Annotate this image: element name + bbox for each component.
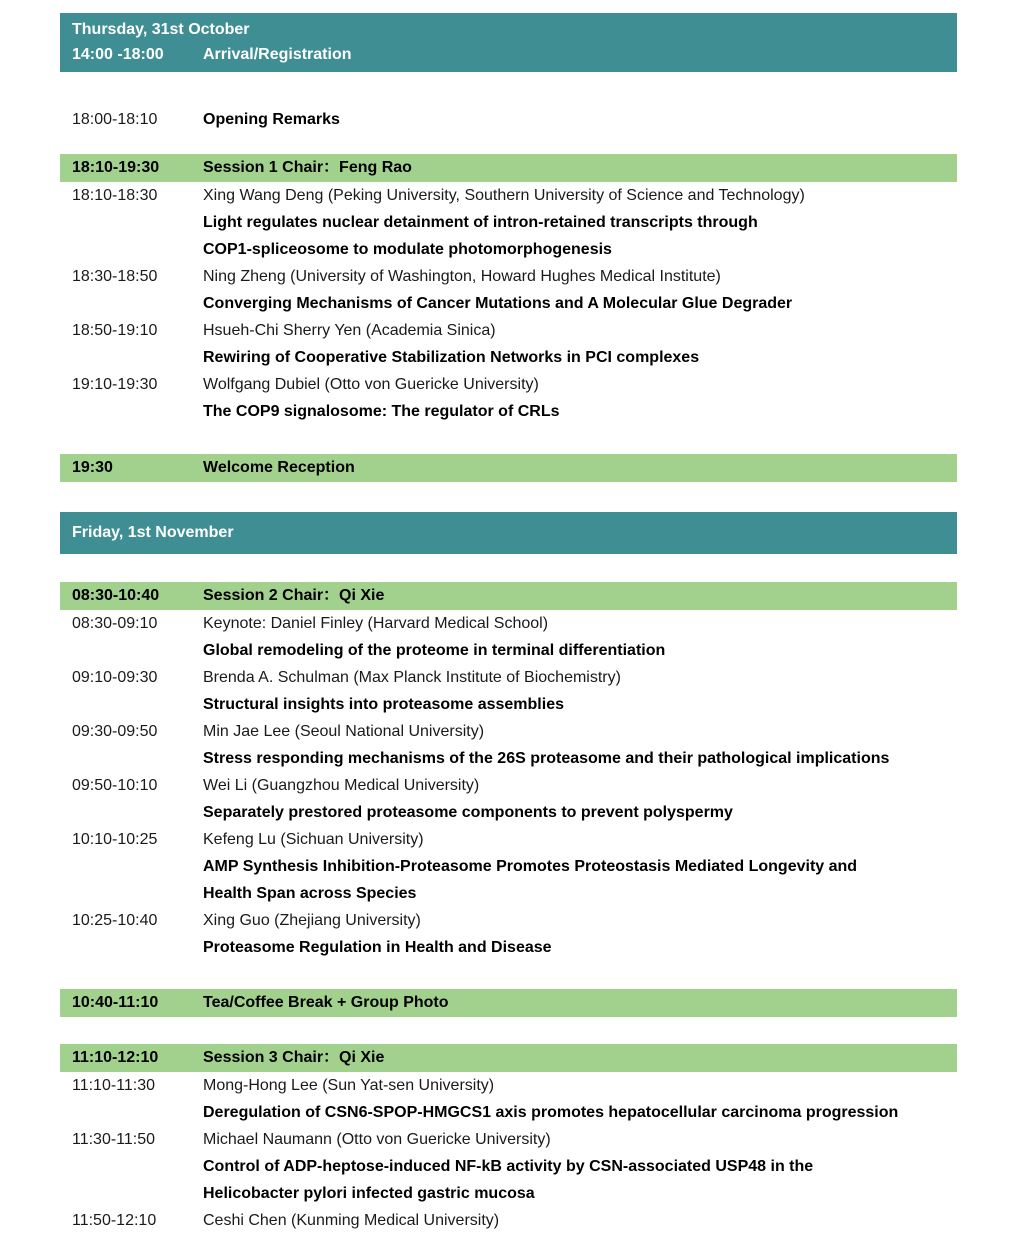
speaker-name: Michael Naumann (Otto von Guericke University) — [203, 1131, 551, 1148]
talk-title: Control of ADP-heptose-induced NF-kB activity by CSN-associated USP48 in the — [203, 1158, 814, 1175]
time-cell: 11:10-11:30 — [72, 1077, 156, 1094]
welcome-reception-row — [60, 454, 957, 482]
session-time: 08:30-10:40 — [72, 587, 160, 604]
speaker-name: Keynote: Daniel Finley (Harvard Medical School) — [203, 615, 549, 632]
break-label: Tea/Coffee Break + Group Photo — [203, 994, 449, 1011]
talk-title: Structural insights into proteasome assemblies — [203, 696, 564, 713]
talk-title: COP1-spliceosome to modulate photomorphogenesis — [203, 241, 612, 258]
session-label: Session 1 Chair：Feng Rao — [203, 159, 412, 176]
talk-title-row — [60, 344, 957, 371]
talk-row — [60, 907, 957, 934]
talk-row — [60, 826, 957, 853]
session-1-header — [60, 154, 957, 182]
day-header-thursday — [60, 13, 957, 72]
talk-row — [60, 772, 957, 799]
session-3-header — [60, 1044, 957, 1072]
opening-remarks-row — [60, 106, 957, 133]
time-cell: 09:10-09:30 — [72, 669, 158, 686]
time-cell: 18:10-18:30 — [72, 187, 158, 204]
talk-title: Health Span across Species — [203, 885, 417, 902]
talk-row — [60, 718, 957, 745]
talk-row — [60, 317, 957, 344]
talk-row — [60, 263, 957, 290]
talk-title: Helicobacter pylori infected gastric mucosa — [203, 1185, 535, 1202]
talk-title-row — [60, 290, 957, 317]
talk-row — [60, 371, 957, 398]
talk-title-row — [60, 209, 957, 236]
talk-title: Deregulation of CSN6-SPOP-HMGCS1 axis promotes hepatocellular carcinoma progression — [203, 1104, 899, 1121]
session-2-header — [60, 582, 957, 610]
day-title: Thursday, 31st October — [72, 21, 250, 38]
talk-title: The COP9 signalosome: The regulator of CRLs — [203, 403, 560, 420]
talk-title-row — [60, 880, 957, 907]
time-cell: 10:10-10:25 — [72, 831, 158, 848]
time-cell: 09:30-09:50 — [72, 723, 158, 740]
speaker-name: Mong-Hong Lee (Sun Yat-sen University) — [203, 1077, 495, 1094]
talk-row — [60, 664, 957, 691]
talk-title-row — [60, 637, 957, 664]
opening-remarks-label: Opening Remarks — [203, 111, 340, 128]
talk-title: Light regulates nuclear detainment of intron-retained transcripts through — [203, 214, 758, 231]
time-cell: 18:50-19:10 — [72, 322, 158, 339]
talk-title-row — [60, 1099, 957, 1126]
break-time: 19:30 — [72, 459, 113, 476]
talk-row — [60, 182, 957, 209]
talk-title-row — [60, 691, 957, 718]
talk-title-row — [60, 853, 957, 880]
talk-row — [60, 1126, 957, 1153]
tea-break-row — [60, 989, 957, 1017]
talk-title-row — [60, 745, 957, 772]
talk-row — [60, 1207, 957, 1234]
talk-title: Stress responding mechanisms of the 26S proteasome and their pathological implications — [203, 750, 890, 767]
registration-label: Arrival/Registration — [203, 46, 352, 63]
time-cell: 19:10-19:30 — [72, 376, 158, 393]
time-cell: 18:00-18:10 — [72, 111, 158, 128]
time-cell: 10:25-10:40 — [72, 912, 158, 929]
time-cell: 18:30-18:50 — [72, 268, 158, 285]
talk-title-row — [60, 1153, 957, 1180]
talk-title: Global remodeling of the proteome in terminal differentiation — [203, 642, 666, 659]
talk-title-row — [60, 398, 957, 425]
talk-title-row — [60, 1180, 957, 1207]
registration-time: 14:00 -18:00 — [72, 46, 164, 63]
talk-title: Rewiring of Cooperative Stabilization Networks in PCI complexes — [203, 349, 700, 366]
talk-row — [60, 610, 957, 637]
speaker-name: Kefeng Lu (Sichuan University) — [203, 831, 424, 848]
speaker-name: Ning Zheng (University of Washington, Howard Hughes Medical Institute) — [203, 268, 721, 285]
talk-title-row — [60, 934, 957, 961]
speaker-name: Wei Li (Guangzhou Medical University) — [203, 777, 480, 794]
break-label: Welcome Reception — [203, 459, 355, 476]
time-cell: 09:50-10:10 — [72, 777, 158, 794]
talk-title-row — [60, 799, 957, 826]
speaker-name: Hsueh-Chi Sherry Yen (Academia Sinica) — [203, 322, 496, 339]
speaker-name: Xing Guo (Zhejiang University) — [203, 912, 421, 929]
time-cell: 08:30-09:10 — [72, 615, 158, 632]
session-label: Session 3 Chair：Qi Xie — [203, 1049, 385, 1066]
session-label: Session 2 Chair：Qi Xie — [203, 587, 385, 604]
speaker-name: Min Jae Lee (Seoul National University) — [203, 723, 485, 740]
speaker-name: Wolfgang Dubiel (Otto von Guericke University) — [203, 376, 539, 393]
talk-title: Separately prestored proteasome components to prevent polyspermy — [203, 804, 733, 821]
talk-title: AMP Synthesis Inhibition-Proteasome Promotes Proteostasis Mediated Longevity and — [203, 858, 858, 875]
speaker-name: Ceshi Chen (Kunming Medical University) — [203, 1212, 500, 1229]
day-header-friday — [60, 512, 957, 554]
break-time: 10:40-11:10 — [72, 994, 159, 1011]
talk-title: Converging Mechanisms of Cancer Mutations and A Molecular Glue Degrader — [203, 295, 793, 312]
time-cell: 11:50-12:10 — [72, 1212, 157, 1229]
speaker-name: Xing Wang Deng (Peking University, Southern University of Science and Technology) — [203, 187, 805, 204]
time-cell: 11:30-11:50 — [72, 1131, 156, 1148]
session-time: 11:10-12:10 — [72, 1049, 159, 1066]
session-time: 18:10-19:30 — [72, 159, 160, 176]
talk-title-row — [60, 236, 957, 263]
talk-row — [60, 1072, 957, 1099]
day-title: Friday, 1st November — [72, 524, 234, 541]
talk-title: Proteasome Regulation in Health and Disease — [203, 939, 552, 956]
speaker-name: Brenda A. Schulman (Max Planck Institute of Biochemistry) — [203, 669, 621, 686]
